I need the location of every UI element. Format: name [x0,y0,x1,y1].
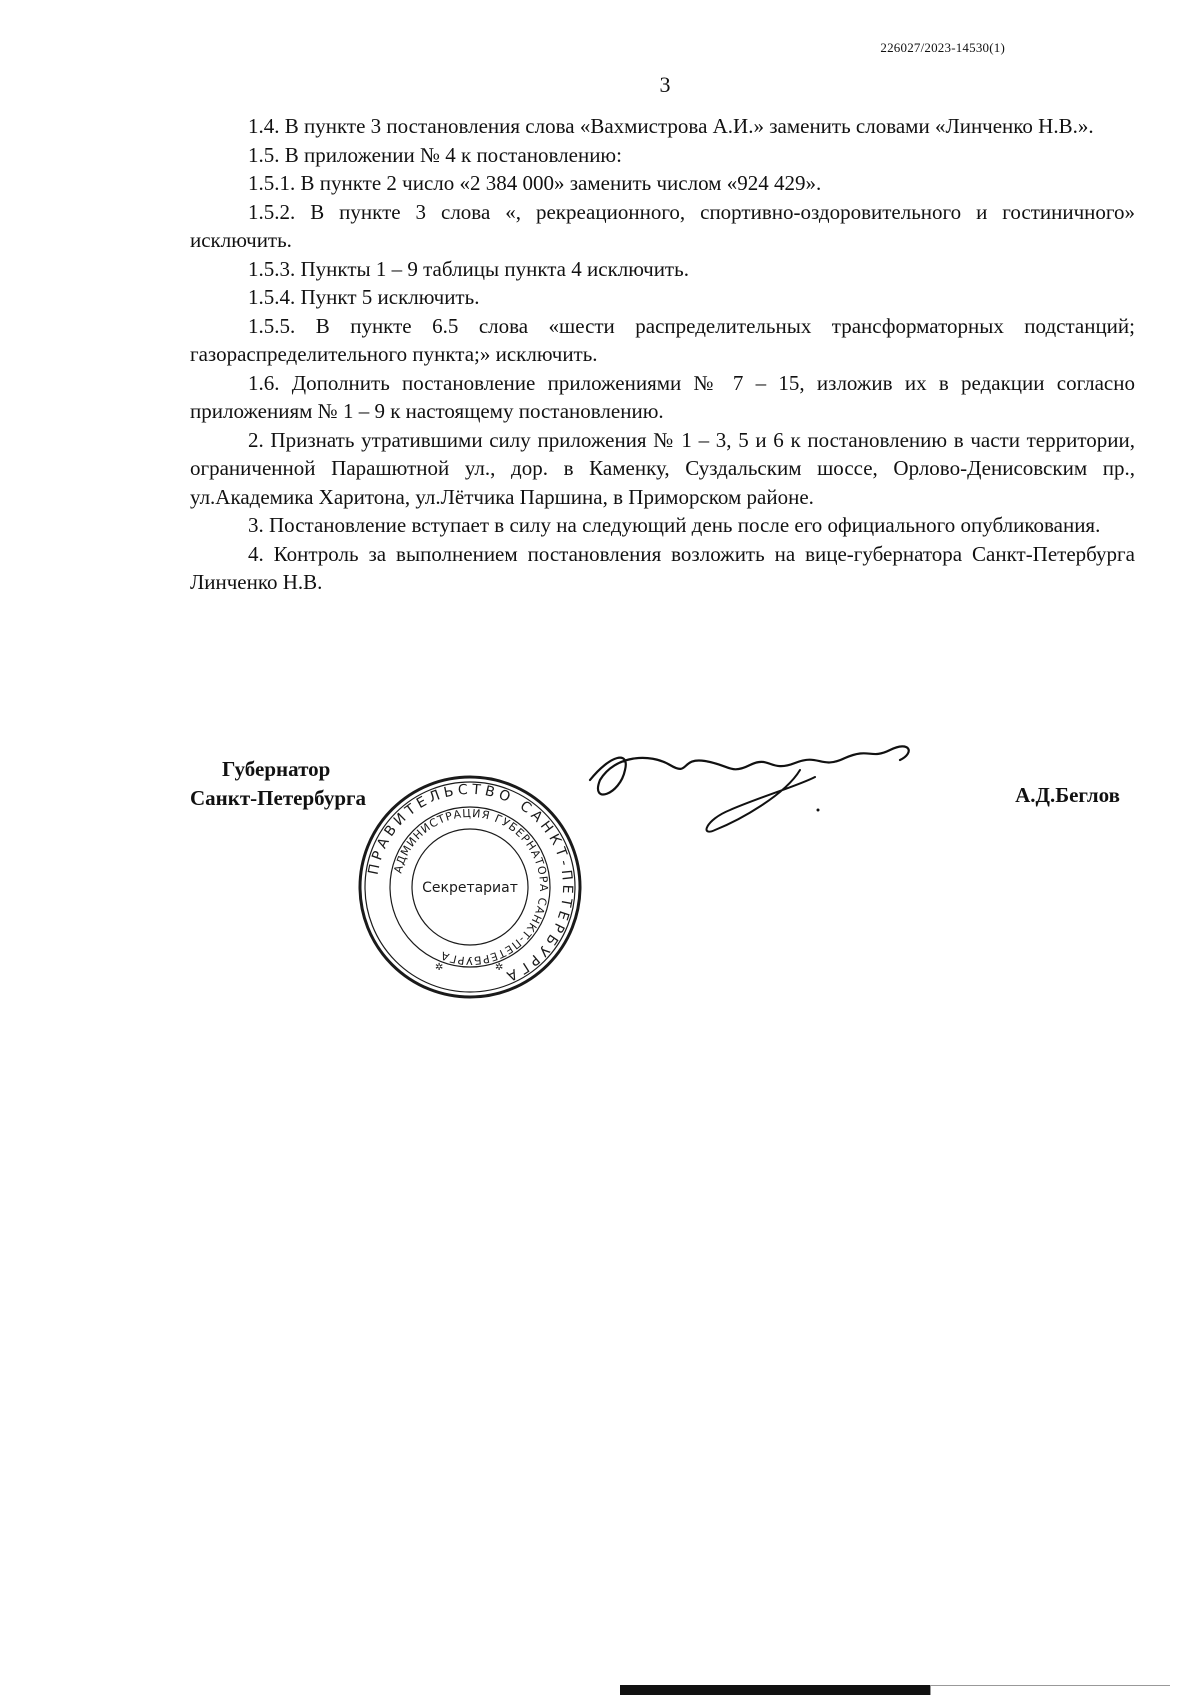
paragraph-1-5-1: 1.5.1. В пункте 2 число «2 384 000» заменить числом «924 429». [248,171,822,195]
stamp-inner-text: АДМИНИСТРАЦИЯ ГУБЕРНАТОРА САНКТ-ПЕТЕРБУРГА [391,806,551,968]
paragraph-1-5-4: 1.5.4. Пункт 5 исключить. [248,285,480,309]
signatory-title-line2: Санкт-Петербурга [190,786,367,810]
paragraph-1-5-3: 1.5.3. Пункты 1 – 9 таблицы пункта 4 исключить. [248,256,689,281]
scan-edge-bar [620,1685,930,1695]
paragraph-1-5-5: 1.5.5. В пункте 6.5 слова «шести распределительных трансформаторных подстанций; газораспределительного пункта;» исключить. [190,313,1135,366]
stamp-center-text: Секретариат [422,880,518,896]
paragraph-2: 2. Признать утратившими силу приложения № 1 – 3, 5 и 6 к постановлению в части территории, ограниченной Парашютной ул., дор. в Каменку, Суздальским шоссе, Орлово-Денисовским пр., ул.Академика Харитона, ул.Лётчика Паршина, в Приморском районе. [190,427,1135,509]
handwritten-signature [570,725,950,845]
paragraph-1-5: 1.5. В приложении № 4 к постановлению: [248,142,622,167]
paragraph-4: 4. Контроль за выполнением постановления возложить на вице-губернатора Санкт-Петербурга Линченко Н.В. [190,541,1135,594]
page-number: 3 [659,72,671,97]
paragraph-1-4: 1.4. В пункте 3 постановления слова «Вахмистрова А.И.» заменить словами «Линченко Н.В.». [248,114,1094,138]
signatory-title [190,755,366,813]
document-number: 226027/2023-14530(1) [880,40,1005,55]
document-body [190,112,1135,597]
signatory-name: А.Д.Беглов [1015,783,1120,807]
stamp-star-left-icon: ✲ [435,962,444,973]
scan-edge-outline [930,1685,1170,1695]
paragraph-3: 3. Постановление вступает в силу на следующий день после его официального опубликования. [248,513,1101,537]
stamp-outer-text: ПРАВИТЕЛЬСТВО САНКТ-ПЕТЕРБУРГА [365,781,576,986]
paragraph-1-5-2: 1.5.2. В пункте 3 слова «, рекреационного, спортивно-оздоровительного и гостиничного» исключить. [190,199,1135,252]
official-stamp [355,772,585,1002]
signatory-title-line1: Губернатор [222,757,331,781]
stamp-star-right-icon: ✲ [495,962,504,973]
paragraph-1-6: 1.6. Дополнить постановление приложениями № 7 – 15, изложив их в редакции согласно приложениям № 1 – 9 к настоящему постановлению. [190,370,1135,423]
